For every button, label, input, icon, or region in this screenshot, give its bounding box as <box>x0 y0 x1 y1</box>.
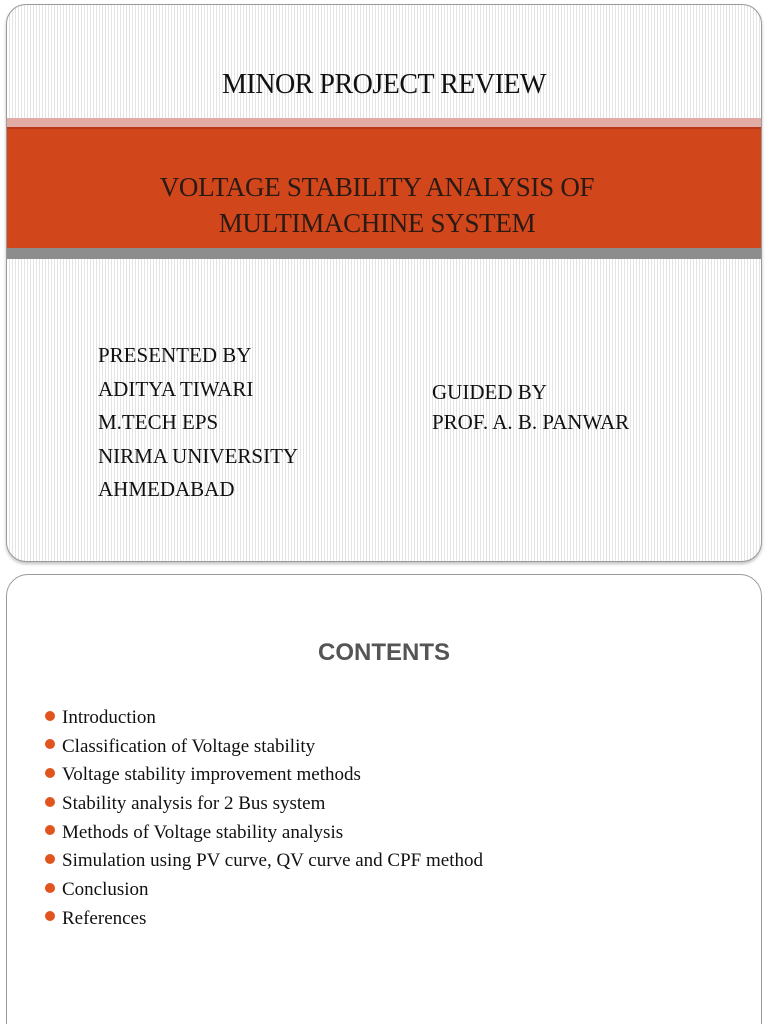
presenter-name: ADITYA TIWARI <box>98 376 254 401</box>
list-item-text: Methods of Voltage stability analysis <box>62 821 344 843</box>
guide-block <box>432 377 629 437</box>
presenter-block <box>98 339 298 507</box>
contents-slide <box>6 574 762 1024</box>
list-item <box>45 733 483 762</box>
list-item <box>45 876 483 905</box>
bullet-dot-icon <box>45 797 55 807</box>
presenter-university: NIRMA UNIVERSITY <box>98 443 299 468</box>
guide-name: PROF. A. B. PANWAR <box>432 410 630 434</box>
bullet-dot-icon <box>45 739 55 749</box>
bullet-dot-icon <box>45 711 55 721</box>
guide-heading: GUIDED BY <box>432 380 547 404</box>
project-title-line-2: MULTIMACHINE SYSTEM <box>218 208 536 238</box>
list-item-text: Classification of Voltage stability <box>62 735 316 757</box>
presenter-heading: PRESENTED BY <box>98 343 252 367</box>
contents-list <box>45 704 483 934</box>
bullet-dot-icon <box>45 825 55 835</box>
list-item <box>45 761 483 790</box>
bullet-dot-icon <box>45 883 55 893</box>
title-band <box>7 127 761 248</box>
list-item-text: Simulation using PV curve, QV curve and CPF method <box>62 850 483 872</box>
list-item-text: Conclusion <box>62 879 149 901</box>
list-item <box>45 704 483 733</box>
list-item <box>45 819 483 848</box>
list-item <box>45 905 483 934</box>
list-item-text: Stability analysis for 2 Bus system <box>62 793 326 815</box>
list-item-text: Voltage stability improvement methods <box>62 764 361 786</box>
contents-title: CONTENTS <box>318 639 450 666</box>
list-item <box>45 847 483 876</box>
list-item-text: References <box>62 907 147 929</box>
bullet-dot-icon <box>45 854 55 864</box>
list-item-text: Introduction <box>62 707 156 728</box>
project-title-line-1: VOLTAGE STABILITY ANALYSIS OF <box>159 172 595 202</box>
pink-accent-strip <box>7 118 761 127</box>
gray-accent-strip <box>7 248 761 259</box>
bullet-dot-icon <box>45 911 55 921</box>
review-title: MINOR PROJECT REVIEW <box>222 69 546 100</box>
bullet-dot-icon <box>45 768 55 778</box>
list-item <box>45 790 483 819</box>
project-title <box>117 169 637 241</box>
presenter-city: AHMEDABAD <box>98 477 235 501</box>
title-slide <box>6 4 762 562</box>
presenter-program: M.TECH EPS <box>98 410 219 434</box>
